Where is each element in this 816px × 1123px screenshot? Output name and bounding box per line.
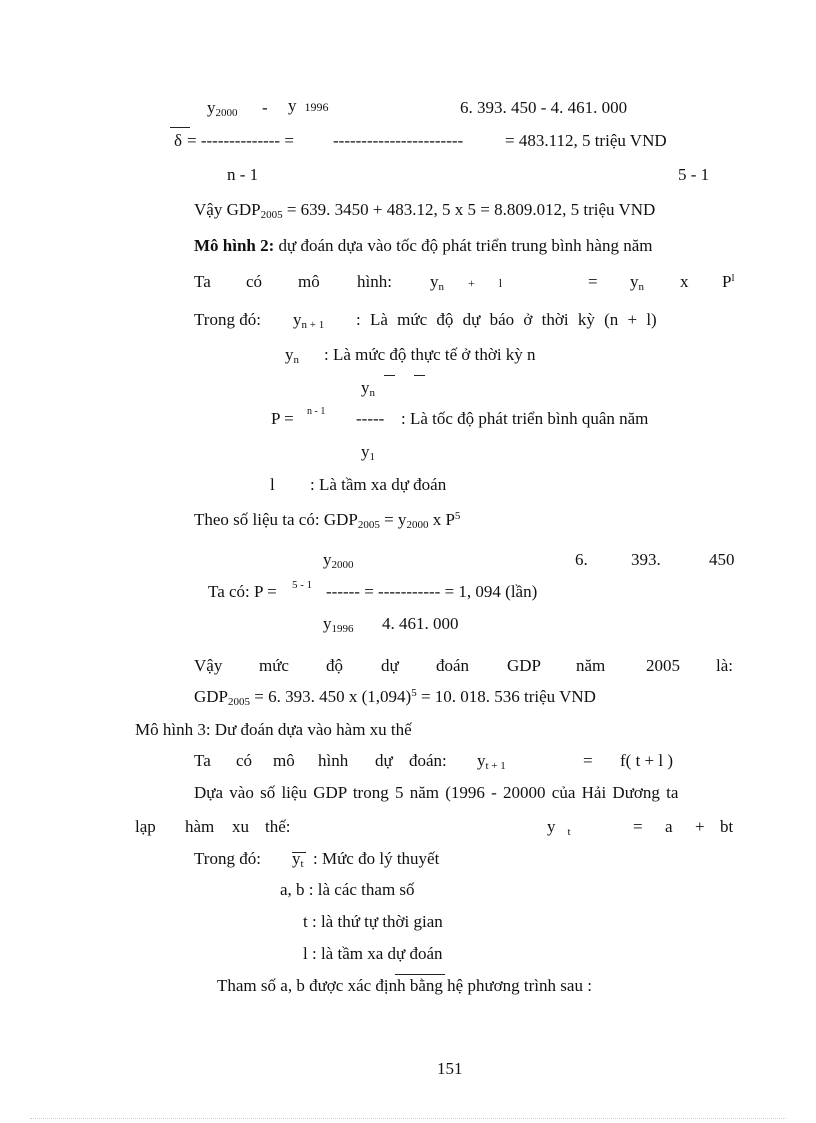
yn-symbol: $y_n$ xyxy=(285,345,299,366)
tham-so-line: Tham số a, b được xác định bằng hệ phương trình sau : xyxy=(217,976,592,995)
page-number: 151 xyxy=(437,1059,463,1078)
gdp-2005-result: $GDP_{2005} = 6$. 393. 450 x $(1,094)^5 = 10$. 018. 536 triệu VND xyxy=(194,687,596,708)
formula2-fraction: ----- xyxy=(356,409,385,428)
theo-so-lieu: Theo số liệu ta có: $GDP_{2005} = y_{2000}$ x $P^5$ xyxy=(194,510,461,531)
bottom-dotted-border xyxy=(30,1118,786,1119)
formula1-denominator-right: 5 - 1 xyxy=(678,165,710,184)
trongdo2-yt: $y_t$ xyxy=(292,849,304,870)
taco3-word-4: hình xyxy=(318,751,349,770)
taco-word-3: mô xyxy=(298,272,320,291)
formula2-root-index: n - 1 xyxy=(307,406,326,417)
formula3-denominator: 4. 461. 000 xyxy=(382,614,459,633)
formula1-delta: δ xyxy=(174,131,183,150)
formula2-y1: $y_1$ xyxy=(361,442,375,463)
lap-word-1: lạp xyxy=(135,817,156,836)
vay-word-8: 2005 xyxy=(646,656,680,675)
taco3-word-6: đoán: xyxy=(409,751,447,770)
lap-a: a xyxy=(665,817,673,836)
lap-word-3: xu xyxy=(232,817,249,836)
vay-word-4: dự xyxy=(381,656,399,675)
formula3-root-index: 5 - 1 xyxy=(292,579,313,591)
heading-mo-hinh-2: Mô hình 2: dự đoán dựa vào tốc độ phát triển trung bình hàng năm xyxy=(194,236,653,255)
vay-word-3: độ xyxy=(326,656,343,675)
vay-word-9: là: xyxy=(716,656,733,675)
lap-eq: = xyxy=(633,817,643,836)
formula3-taco: Ta có: P = xyxy=(208,582,277,601)
formula1-denominator-left: n - 1 xyxy=(227,165,259,184)
lap-yt: y $_t$ xyxy=(547,817,571,838)
trongdo2-label: Trong đó: xyxy=(194,849,261,868)
param-ab: a, b : là các tham số xyxy=(280,880,415,899)
yn-desc: : Là mức độ thực tế ở thời kỳ n xyxy=(324,345,536,364)
formula3-y1996: $y_{1996}$ xyxy=(323,614,354,635)
overline-1 xyxy=(384,375,395,376)
vay-word-2: mức xyxy=(259,656,289,675)
formula1-result: = 483.112, 5 triệu VND xyxy=(505,131,667,150)
param-l: l : là tầm xa dự đoán xyxy=(303,944,443,963)
param-t: t : là thứ tự thời gian xyxy=(303,912,443,931)
formula2-desc: : Là tốc độ phát triển bình quân năm xyxy=(401,409,649,428)
overline-2 xyxy=(414,375,425,376)
formula1-numerator-right: 6. 393. 450 - 4. 461. 000 xyxy=(460,98,628,117)
taco-word-4: hình: xyxy=(357,272,392,291)
formula1-fraction-line: = -------------- = xyxy=(187,131,294,150)
formula3-num-1: 6. xyxy=(575,550,588,569)
trongdo2-desc: : Mức đo lý thuyết xyxy=(313,849,440,868)
formula1-minus: - xyxy=(262,98,268,117)
formula2-P: P = xyxy=(271,409,294,428)
heading-mo-hinh-3: Mô hình 3: Dư đoán dựa vào hàm xu thế xyxy=(135,720,412,739)
lap-word-4: thế: xyxy=(265,817,291,836)
taco3-word-1: Ta xyxy=(194,751,211,770)
l-desc: : Là tầm xa dự đoán xyxy=(310,475,447,494)
lap-plus: + xyxy=(695,817,705,836)
dua-vao-so-lieu: Dựa vào số liệu GDP trong 5 năm (1996 - 20000 của Hải Dương ta xyxy=(194,783,679,802)
taco-yn: $y_n$ xyxy=(630,272,644,293)
formula3-y2000: $y_{2000}$ xyxy=(323,550,354,571)
formula1-numerator-left: $y_{2000}$ xyxy=(207,98,238,119)
formula3-num-2: 393. xyxy=(631,550,661,569)
vay-word-1: Vậy xyxy=(194,656,223,675)
taco3-word-3: mô xyxy=(273,751,295,770)
taco-x: x xyxy=(680,272,689,291)
lap-word-2: hàm xyxy=(185,817,215,836)
taco-eq: = xyxy=(588,272,598,291)
taco-P: $P^l$ xyxy=(722,272,735,291)
line-vay-gdp-2005: Vậy $GDP_{2005} = 639$. 3450 + 483.12, 5 x 5 = 8.809.012, 5 triệu VND xyxy=(194,200,656,221)
formula2-yn: $y_n$ xyxy=(361,378,375,399)
trongdo-desc: : Là mức độ dự báo ở thời kỳ (n + l) xyxy=(356,310,657,329)
taco3-eq: = xyxy=(583,751,593,770)
taco3-word-5: dự xyxy=(375,751,393,770)
delta-bar xyxy=(170,127,190,128)
vay-word-7: năm xyxy=(576,656,606,675)
trongdo-label: Trong đó: xyxy=(194,310,261,329)
formula1-y1996: y 1996 xyxy=(288,96,329,115)
trongdo-yn1: $y_{n + 1}$ xyxy=(293,310,325,331)
taco-word-2: có xyxy=(246,272,263,291)
taco-yn1: $y_n + l$ xyxy=(430,272,503,293)
vay-word-6: GDP xyxy=(507,656,542,675)
taco3-f: f( t + l ) xyxy=(620,751,674,770)
taco-word-1: Ta xyxy=(194,272,211,291)
taco3-word-2: có xyxy=(236,751,253,770)
formula3-result: ------ = ----------- = 1, 094 (lần) xyxy=(326,582,538,601)
formula1-fraction-line-2: ----------------------- xyxy=(333,131,464,150)
vay-word-5: đoán xyxy=(436,656,470,675)
l-symbol: l xyxy=(270,475,275,494)
formula3-num-3: 450 xyxy=(709,550,735,569)
overline-3 xyxy=(395,974,445,975)
lap-bt: bt xyxy=(720,817,734,836)
taco3-yt1: $y_{t + 1}$ xyxy=(477,751,506,772)
